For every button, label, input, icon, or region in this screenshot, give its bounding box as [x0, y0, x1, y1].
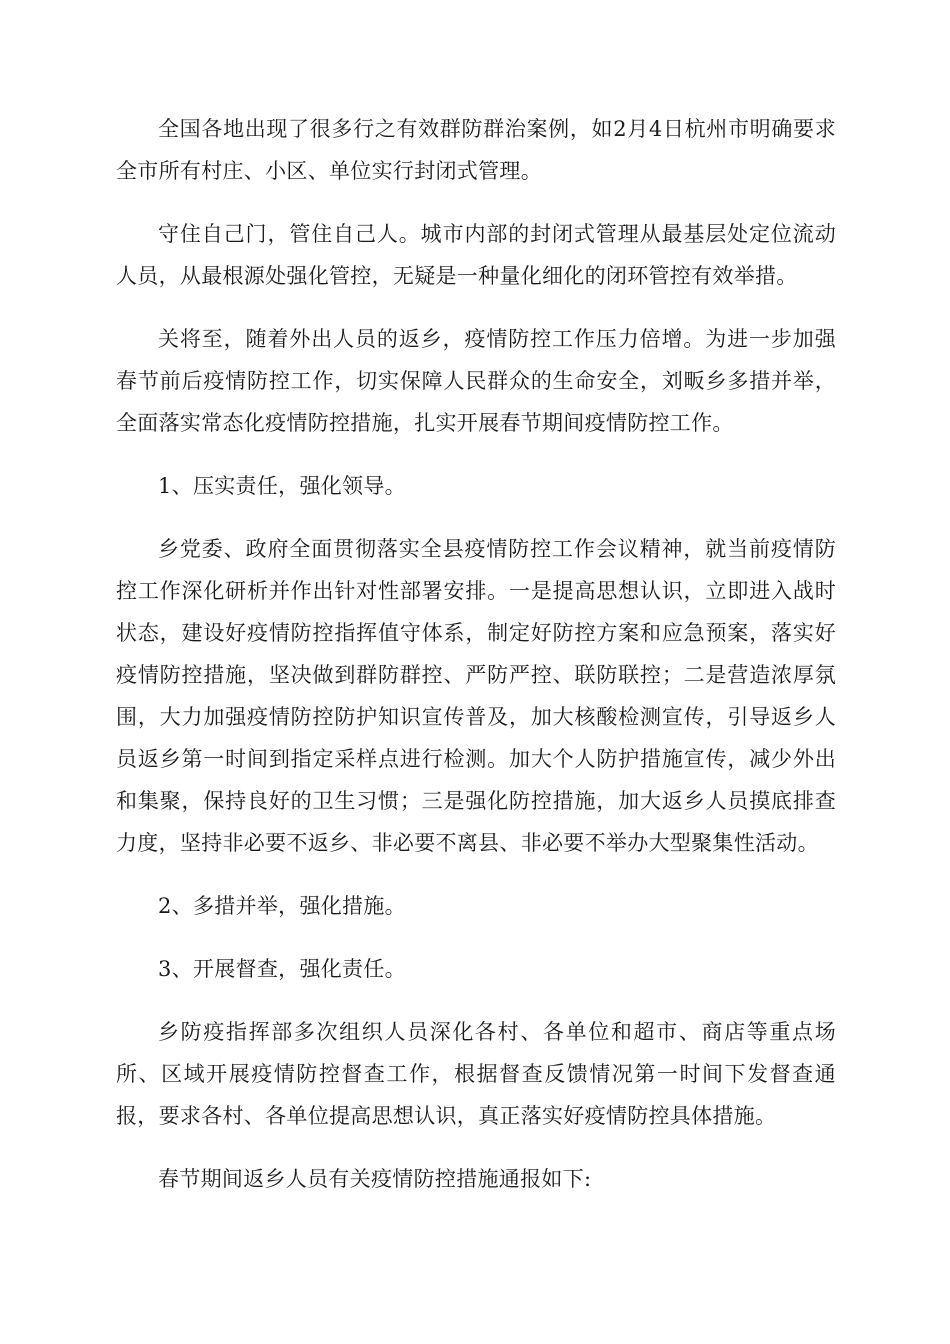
- paragraph-party-committee: 乡党委、政府全面贯彻落实全县疫情防控工作会议精神，就当前疫情防控工作深化研析并作出针对性部署安排。一是提高思想认识，立即进入战时状态，建设好疫情防控指挥值守体系，制定好防控方案和应急预案，落实好疫情防控措施，坚决做到群防群控、严防严控、联防联控；二是营造浓厚氛围，大力加强疫情防控防护知识宣传普及，加大核酸检测宣传，引导返乡人员返乡第一时间到指定采样点进行检测。加大个人防护措施宣传，减少外出和集聚，保持良好的卫生习惯；三是强化防控措施，加大返乡人员摸底排查力度，坚持非必要不返乡、非必要不离县、非必要不举办大型聚集性活动。: [116, 537, 836, 855]
- section-heading-3: 3、开展督查，强化责任。: [158, 957, 406, 981]
- section-heading-1: 1、压实责任，强化领导。: [158, 474, 406, 498]
- paragraph-spring-festival-intro: 关将至，随着外出人员的返乡，疫情防控工作压力倍增。为进一步加强春节前后疫情防控工作，切实保障人民群众的生命安全，刘畈乡多措并举，全面落实常态化疫情防控措施，扎实开展春节期间疫情防控工作。: [116, 327, 836, 435]
- paragraph-hangzhou-example: 全国各地出现了很多行之有效群防群治案例，如2月4日杭州市明确要求全市所有村庄、小区、单位实行封闭式管理。: [116, 117, 836, 183]
- paragraph-notice-intro: 春节期间返乡人员有关疫情防控措施通报如下:: [158, 1167, 592, 1191]
- section-heading-2: 2、多措并举，强化措施。: [158, 894, 406, 918]
- paragraph-closed-management: 守住自己门，管住自己人。城市内部的封闭式管理从最基层处定位流动人员，从最根源处强化管控，无疑是一种量化细化的闭环管控有效举措。: [116, 222, 836, 288]
- document-body: [116, 108, 836, 1221]
- paragraph-inspection: 乡防疫指挥部多次组织人员深化各村、各单位和超市、商店等重点场所、区域开展疫情防控督查工作，根据督查反馈情况第一时间下发督查通报，要求各村、各单位提高思想认识，真正落实好疫情防控具体措施。: [116, 1020, 836, 1128]
